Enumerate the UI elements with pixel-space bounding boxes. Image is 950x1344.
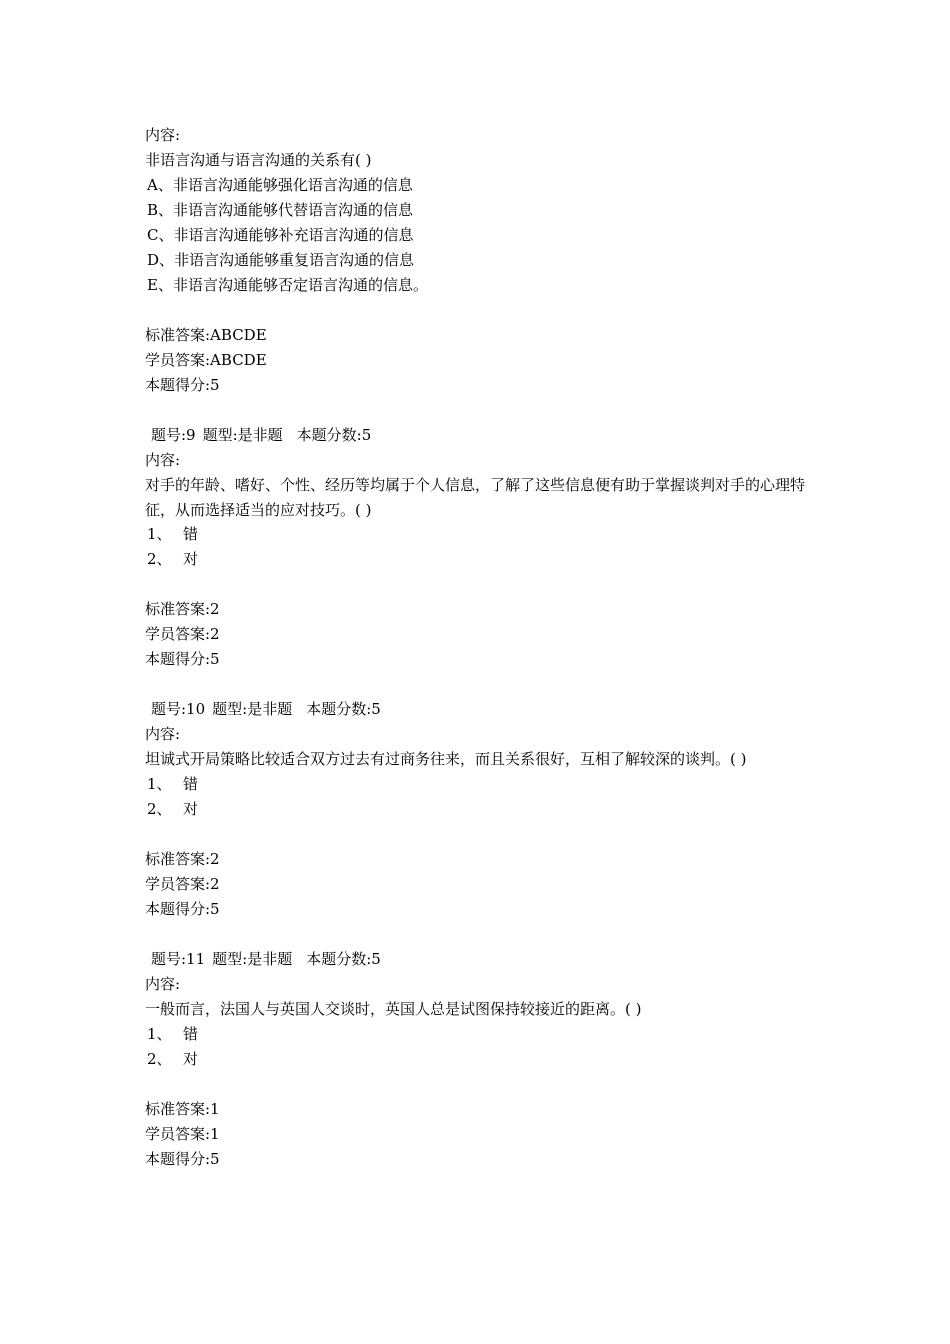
option-2 — [145, 1047, 815, 1072]
question-type: 题型:是非题 — [202, 426, 283, 444]
option-text: 错 — [183, 525, 199, 543]
option-text: 错 — [183, 1024, 199, 1043]
question-number: 题号:11 — [151, 949, 206, 968]
question-points: 本题分数:5 — [306, 949, 381, 968]
question-type: 题型:是非题 — [212, 700, 293, 718]
question-11 — [145, 947, 815, 1172]
content-label: 内容: — [145, 126, 181, 144]
question-header — [145, 947, 815, 972]
question-score: 本题得分:5 — [145, 1149, 220, 1168]
option-number: 1、 — [147, 1024, 172, 1043]
question-stem: 一般而言，法国人与英国人交谈时，英国人总是试图保持较接近的距离。( ) — [145, 999, 642, 1018]
question-type: 题型:是非题 — [212, 949, 293, 968]
option-text: 对 — [183, 550, 199, 568]
question-9 — [145, 423, 815, 697]
student-answer: 学员答案:2 — [145, 625, 220, 643]
question-score: 本题得分:5 — [145, 899, 220, 918]
question-score: 本题得分:5 — [145, 650, 220, 668]
standard-answer: 标准答案:ABCDE — [145, 326, 267, 344]
option-text: 对 — [183, 799, 199, 818]
standard-answer: 标准答案:2 — [145, 600, 220, 618]
option-1 — [145, 772, 815, 797]
content-label: 内容: — [145, 974, 181, 993]
option-text: 对 — [183, 1049, 199, 1068]
document-page — [145, 123, 815, 1172]
content-label: 内容: — [145, 451, 181, 469]
option-number: 2、 — [147, 799, 172, 818]
question-header — [145, 697, 815, 722]
question-stem: 非语言沟通与语言沟通的关系有( ) — [145, 151, 372, 169]
option-a: A、非语言沟通能够强化语言沟通的信息 — [147, 176, 413, 194]
option-1 — [145, 522, 815, 547]
option-d: D、非语言沟通能够重复语言沟通的信息 — [147, 251, 415, 269]
content-label: 内容: — [145, 725, 181, 743]
question-points: 本题分数:5 — [306, 700, 381, 718]
question-number: 题号:9 — [151, 426, 196, 444]
standard-answer: 标准答案:1 — [145, 1099, 220, 1118]
question-number: 题号:10 — [151, 700, 206, 718]
option-number: 1、 — [147, 774, 172, 793]
option-number: 1、 — [147, 525, 172, 543]
question-8 — [145, 123, 815, 423]
standard-answer: 标准答案:2 — [145, 849, 220, 868]
option-2 — [145, 547, 815, 572]
option-number: 2、 — [147, 550, 172, 568]
option-number: 2、 — [147, 1049, 172, 1068]
option-1 — [145, 1022, 815, 1047]
question-score: 本题得分:5 — [145, 376, 220, 394]
option-c: C、非语言沟通能够补充语言沟通的信息 — [147, 226, 414, 244]
question-stem: 坦诚式开局策略比较适合双方过去有过商务往来，而且关系很好，互相了解较深的谈判。( ) — [145, 750, 747, 768]
student-answer: 学员答案:ABCDE — [145, 351, 267, 369]
question-points: 本题分数:5 — [296, 426, 372, 444]
question-header — [145, 423, 815, 448]
option-b: B、非语言沟通能够代替语言沟通的信息 — [147, 201, 414, 219]
student-answer: 学员答案:1 — [145, 1124, 220, 1143]
student-answer: 学员答案:2 — [145, 874, 220, 893]
option-e: E、非语言沟通能够否定语言沟通的信息。 — [147, 276, 428, 294]
question-stem: 对手的年龄、嗜好、个性、经历等均属于个人信息，了解了这些信息便有助于掌握谈判对手的心理特征，从而选择适当的应对技巧。( ) — [145, 476, 806, 519]
option-2 — [145, 797, 815, 822]
option-text: 错 — [183, 774, 199, 793]
question-10 — [145, 697, 815, 947]
